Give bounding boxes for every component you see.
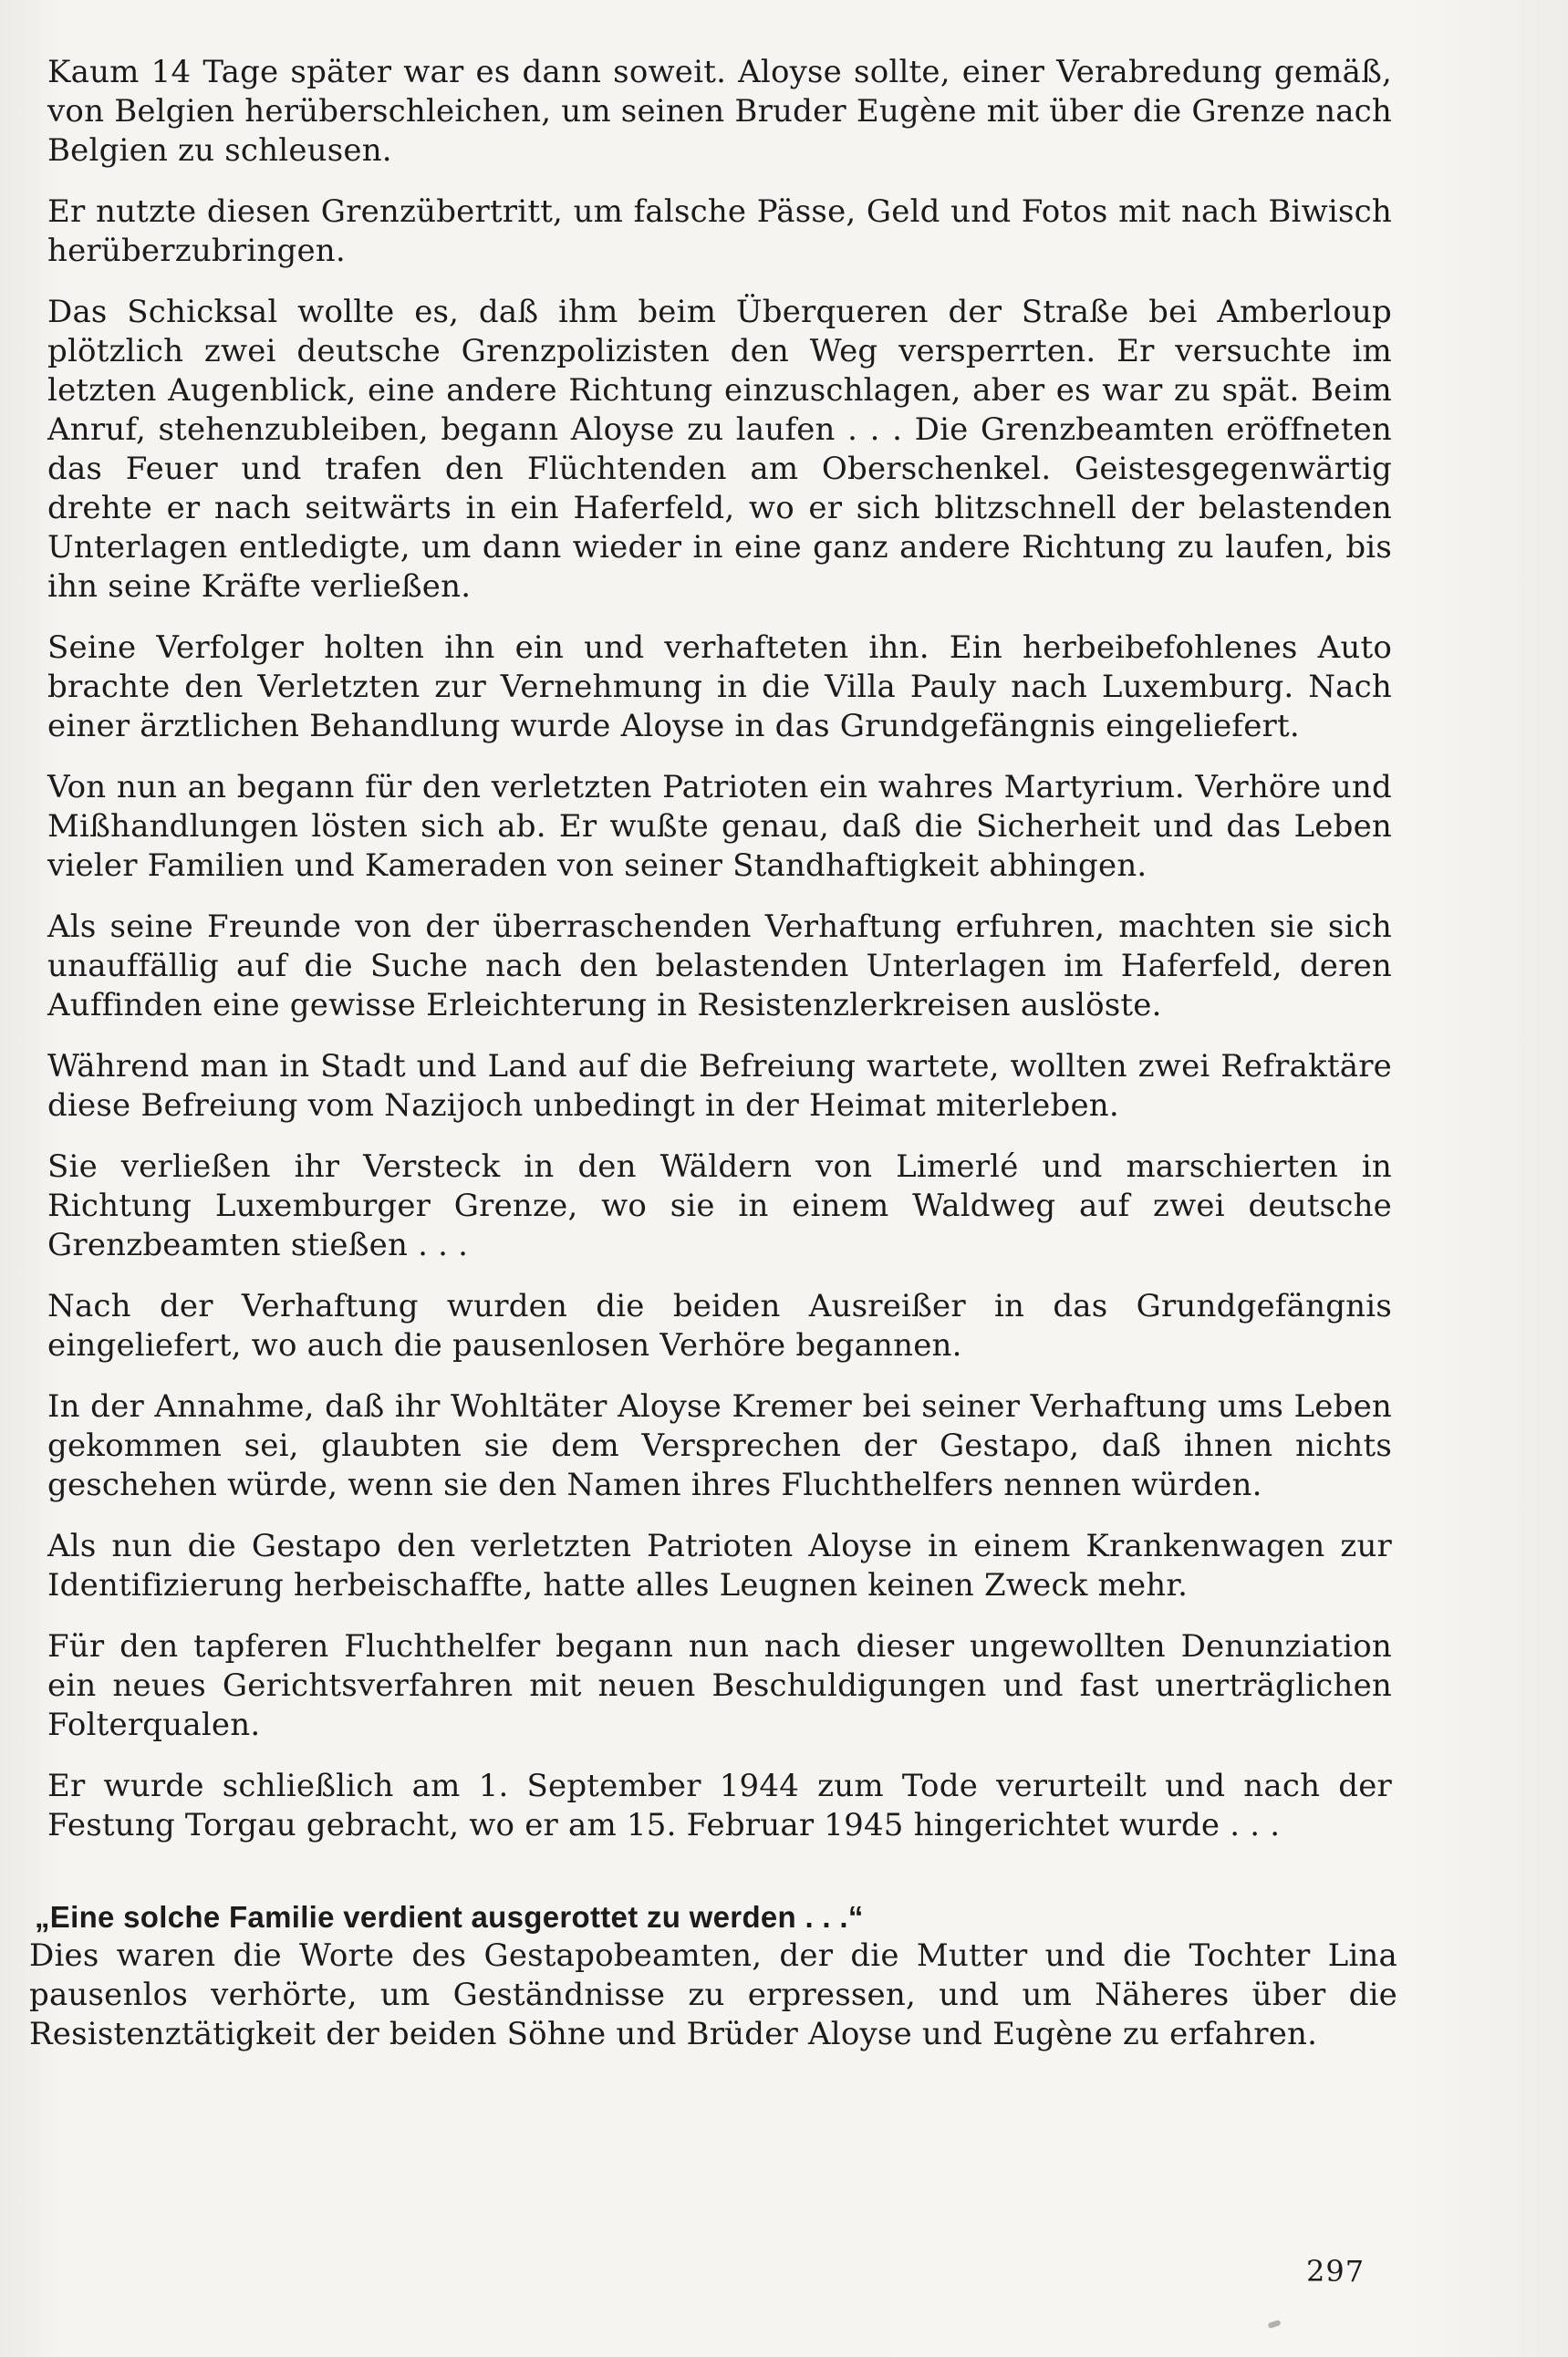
section-paragraph: Dies waren die Worte des Gestapobeamten, der die Mutter und die Tochter Lina pausenlos verhörte, um Geständnisse zu erpressen, und um Näheres über die Resistenztätigkeit der beiden Söhne und Brüder Aloyse und Eugène zu erfahren. <box>29 1937 1397 2052</box>
scan-speck <box>1267 2320 1281 2329</box>
section-heading: „Eine solche Familie verdient ausgerottet zu werden . . .“ <box>35 1900 864 1934</box>
body-text <box>29 53 1397 2076</box>
paragraph: Für den tapferen Fluchthelfer begann nun nach dieser ungewollten Denunziation ein neues Gerichtsverfahren mit neuen Beschuldigungen und fast unerträglichen Folterqualen. <box>47 1628 1392 1743</box>
paragraph: In der Annahme, daß ihr Wohltäter Aloyse Kremer bei seiner Verhaftung ums Leben gekommen sei, glaubten sie dem Versprechen der Gestapo, daß ihnen nichts geschehen würde, wenn sie den Namen ihres Fluchthelfers nennen würden. <box>47 1388 1392 1503</box>
paragraph: Während man in Stadt und Land auf die Befreiung wartete, wollten zwei Refraktäre diese Befreiung vom Nazijoch unbedingt in der Heimat miterleben. <box>47 1048 1392 1124</box>
page-number: 297 <box>1306 2254 1366 2289</box>
paragraph: Nach der Verhaftung wurden die beiden Ausreißer in das Grundgefängnis eingeliefert, wo auch die pausenlosen Verhöre begannen. <box>47 1288 1392 1364</box>
paragraph: Er wurde schließlich am 1. September 1944 zum Tode verurteilt und nach der Festung Torgau gebracht, wo er am 15. Februar 1945 hingerichtet wurde . . . <box>47 1768 1392 1843</box>
paragraph: Als nun die Gestapo den verletzten Patrioten Aloyse in einem Krankenwagen zur Identifizierung herbeischaffte, hatte alles Leugnen keinen Zweck mehr. <box>47 1528 1392 1604</box>
paragraph: Seine Verfolger holten ihn ein und verhafteten ihn. Ein herbeibefohlenes Auto brachte den Verletzten zur Vernehmung in die Villa Pauly nach Luxemburg. Nach einer ärztlichen Behandlung wurde Aloyse in das Grundgefängnis eingeliefert. <box>47 629 1392 744</box>
paragraph: Kaum 14 Tage später war es dann soweit. Aloyse sollte, einer Verabredung gemäß, von Belgien herüberschleichen, um seinen Bruder Eugène mit über die Grenze nach Belgien zu schleusen. <box>47 54 1392 169</box>
paragraph: Das Schicksal wollte es, daß ihm beim Überqueren der Straße bei Amberloup plötzlich zwei deutsche Grenzpolizisten den Weg versperrten. Er versuchte im letzten Augenblick, eine andere Richtung einzuschlagen, aber es war zu spät. Beim Anruf, stehenzubleiben, begann Aloyse zu laufen . . . Die Grenzbeamten eröffneten das Feuer und trafen den Flüchtenden am Oberschenkel. Geistesgegenwärtig drehte er nach seitwärts in ein Haferfeld, wo er sich blitzschnell der belastenden Unterlagen entledigte, um dann wieder in eine ganz andere Richtung zu laufen, bis ihn seine Kräfte verließen. <box>47 294 1392 605</box>
paragraph: Als seine Freunde von der überraschenden Verhaftung erfuhren, machten sie sich unauffällig auf die Suche nach den belastenden Unterlagen im Haferfeld, deren Auffinden eine gewisse Erleichterung in Resistenzlerkreisen auslöste. <box>47 909 1392 1023</box>
paragraph: Sie verließen ihr Versteck in den Wäldern von Limerlé und marschierten in Richtung Luxemburger Grenze, wo sie in einem Waldweg auf zwei deutsche Grenzbeamten stießen . . . <box>47 1148 1392 1263</box>
paragraph: Von nun an begann für den verletzten Patrioten ein wahres Martyrium. Verhöre und Mißhandlungen lösten sich ab. Er wußte genau, daß die Sicherheit und das Leben vieler Familien und Kameraden von seiner Standhaftigkeit abhingen. <box>47 769 1392 884</box>
paragraph: Er nutzte diesen Grenzübertritt, um falsche Pässe, Geld und Fotos mit nach Biwisch herüberzubringen. <box>47 193 1392 269</box>
